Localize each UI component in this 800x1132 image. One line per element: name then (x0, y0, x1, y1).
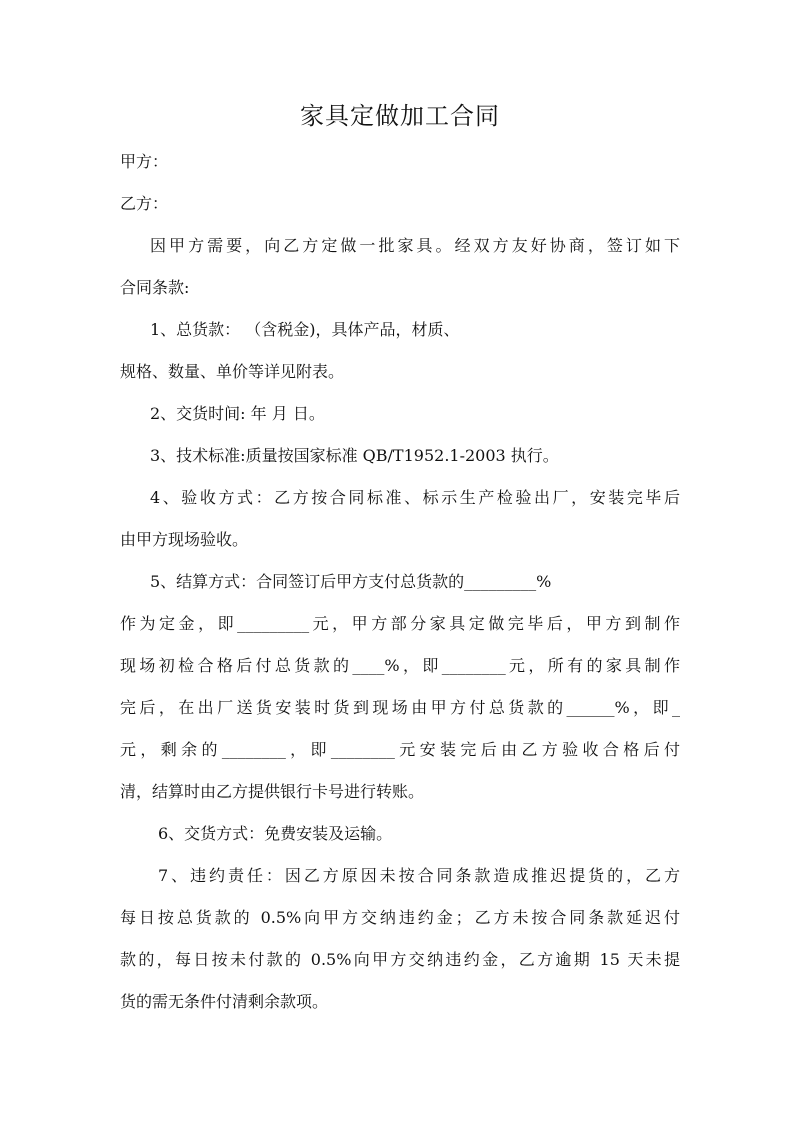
document-title: 家具定做加工合同 (300, 102, 500, 130)
clause-5-line-4: 完后，在出厂送货安装时货到现场由甲方付总货款的______%，即_ (120, 698, 680, 717)
clause-7-line-4: 货的需无条件付清剩余款项。 (120, 992, 329, 1011)
clause-3-line: 3、技术标准:质量按国家标准 QB/T1952.1-2003 执行。 (150, 446, 559, 465)
intro-line-2: 合同条款: (120, 278, 190, 297)
clause-4-line-2: 由甲方现场验收。 (120, 530, 249, 549)
clause-1-line-2: 规格、数量、单价等详见附表。 (120, 362, 345, 381)
clause-7-line-2: 每日按总货款的 0.5%向甲方交纳违约金；乙方未按合同条款延迟付 (120, 908, 680, 927)
clause-4-line-1: 4、验收方式：乙方按合同标准、标示生产检验出厂，安装完毕后 (150, 488, 680, 507)
intro-line-1: 因甲方需要，向乙方定做一批家具。经双方友好协商，签订如下 (150, 236, 680, 255)
party-b-line: 乙方： (120, 194, 169, 213)
clause-5-line-6: 清，结算时由乙方提供银行卡号进行转账。 (120, 782, 425, 801)
clause-7-line-3: 款的，每日按未付款的 0.5%向甲方交纳违约金，乙方逾期 15 天未提 (120, 950, 680, 969)
clause-1-line-1: 1、总货款： （含税金)，具体产品，材质、 (150, 320, 460, 339)
clause-7-line-1: 7、违约责任：因乙方原因未按合同条款造成推迟提货的，乙方 (158, 866, 680, 885)
clause-5-line-1: 5、结算方式：合同签订后甲方支付总货款的_________% (150, 572, 552, 591)
clause-6-line: 6、交货方式：免费安装及运输。 (158, 824, 393, 843)
clause-5-line-2: 作为定金，即_________元，甲方部分家具定做完毕后，甲方到制作 (120, 614, 680, 633)
clause-5-line-3: 现场初检合格后付总货款的____%，即________元，所有的家具制作 (120, 656, 680, 675)
clause-5-line-5: 元，剩余的________，即________元安装完后由乙方验收合格后付 (120, 740, 680, 759)
party-a-line: 甲方： (120, 152, 169, 171)
clause-2-line: 2、交货时间: 年 月 日。 (150, 404, 325, 423)
